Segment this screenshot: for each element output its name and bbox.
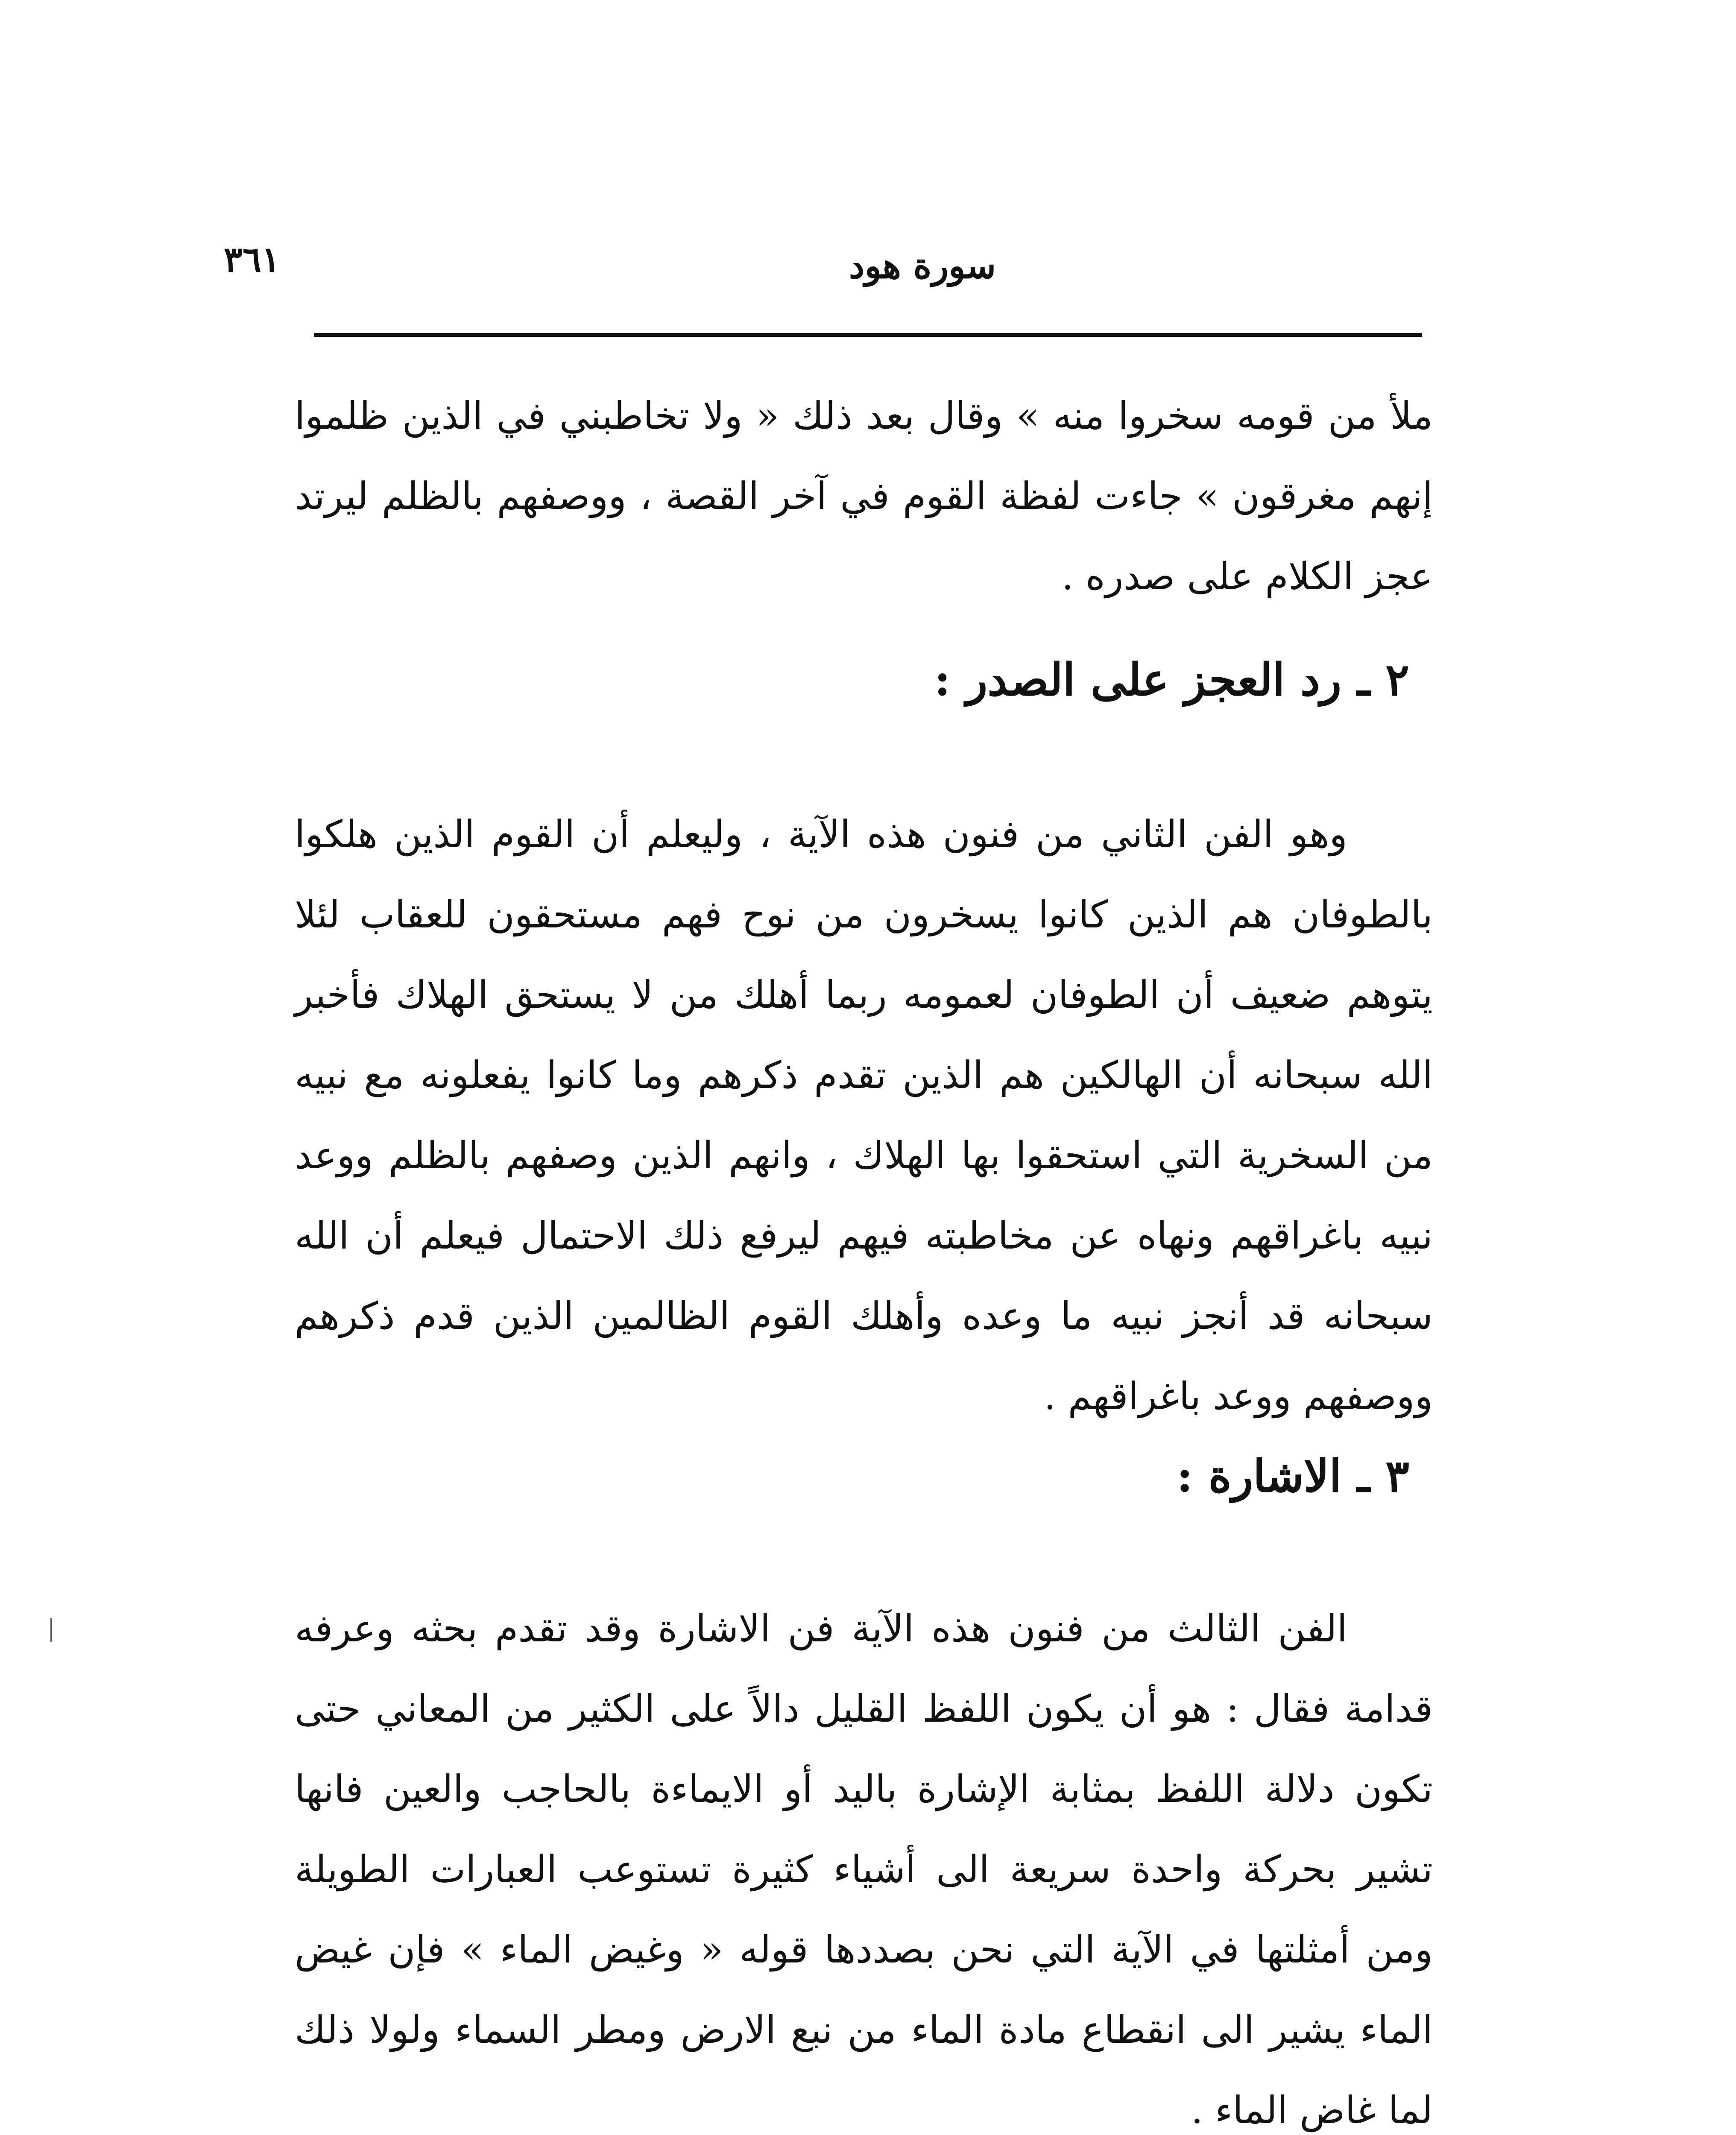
page-number: ٣٦١ (223, 239, 281, 280)
header-rule (314, 333, 1422, 337)
scan-mark (50, 1618, 52, 1642)
section-heading-3-text: ٣ ـ الاشارة : (1176, 1450, 1409, 1502)
section-3-block (295, 1588, 1433, 2135)
surah-title: سورة هود (849, 246, 996, 287)
section-heading-2-text: ٢ ـ رد العجز على الصدر : (934, 653, 1409, 706)
section-heading-2 (934, 653, 1409, 706)
section-2-paragraph: وهو الفن الثاني من فنون هذه الآية ، وليعلم أن القوم الذين هلكوا بالطوفان هم الذين كانوا يسخرون من نوح فهم مستحقون للعقاب لئلا يتوهم ضعيف أن الطوفان لعمومه ربما أهلك من لا يستحق الهلاك فأخبر الله سبحانه أن الهالكين هم الذين تقدم ذكرهم وما كانوا يفعلونه مع نبيه من السخرية التي استحقوا بها الهلاك ، وانهم الذين وصفهم بالظلم ووعد نبيه باغراقهم ونهاه عن مخاطبته فيهم ليرفع ذلك الاحتمال فيعلم أن الله سبحانه قد أنجز نبيه ما وعده وأهلك القوم الظالمين الذين قدم ذكرهم ووصفهم ووعد باغراقهم . (295, 812, 1433, 1418)
intro-paragraph-block (295, 376, 1433, 617)
intro-paragraph: ملأ من قومه سخروا منه » وقال بعد ذلك « ولا تخاطبني في الذين ظلموا إنهم مغرقون » جاءت لفظة القوم في آخر القصة ، ووصفهم بالظلم ليرتد عجز الكلام على صدره . (295, 394, 1433, 598)
section-2-block (295, 794, 1433, 1436)
section-heading-3 (1177, 1450, 1409, 1502)
running-head (223, 239, 1439, 299)
section-3-paragraph: الفن الثالث من فنون هذه الآية فن الاشارة وقد تقدم بحثه وعرفه قدامة فقال : هو أن يكون اللفظ القليل دالاً على الكثير من المعاني حتى تكون دلالة اللفظ بمثابة الإشارة باليد أو الايماءة بالحاجب والعين فانها تشير بحركة واحدة سريعة الى أشياء كثيرة تستوعب العبارات الطويلة ومن أمثلتها في الآية التي نحن بصددها قوله « وغيض الماء » فإن غيض الماء يشير الى انقطاع مادة الماء من نبع الارض ومطر السماء ولولا ذلك لما غاض الماء . (295, 1606, 1433, 2132)
